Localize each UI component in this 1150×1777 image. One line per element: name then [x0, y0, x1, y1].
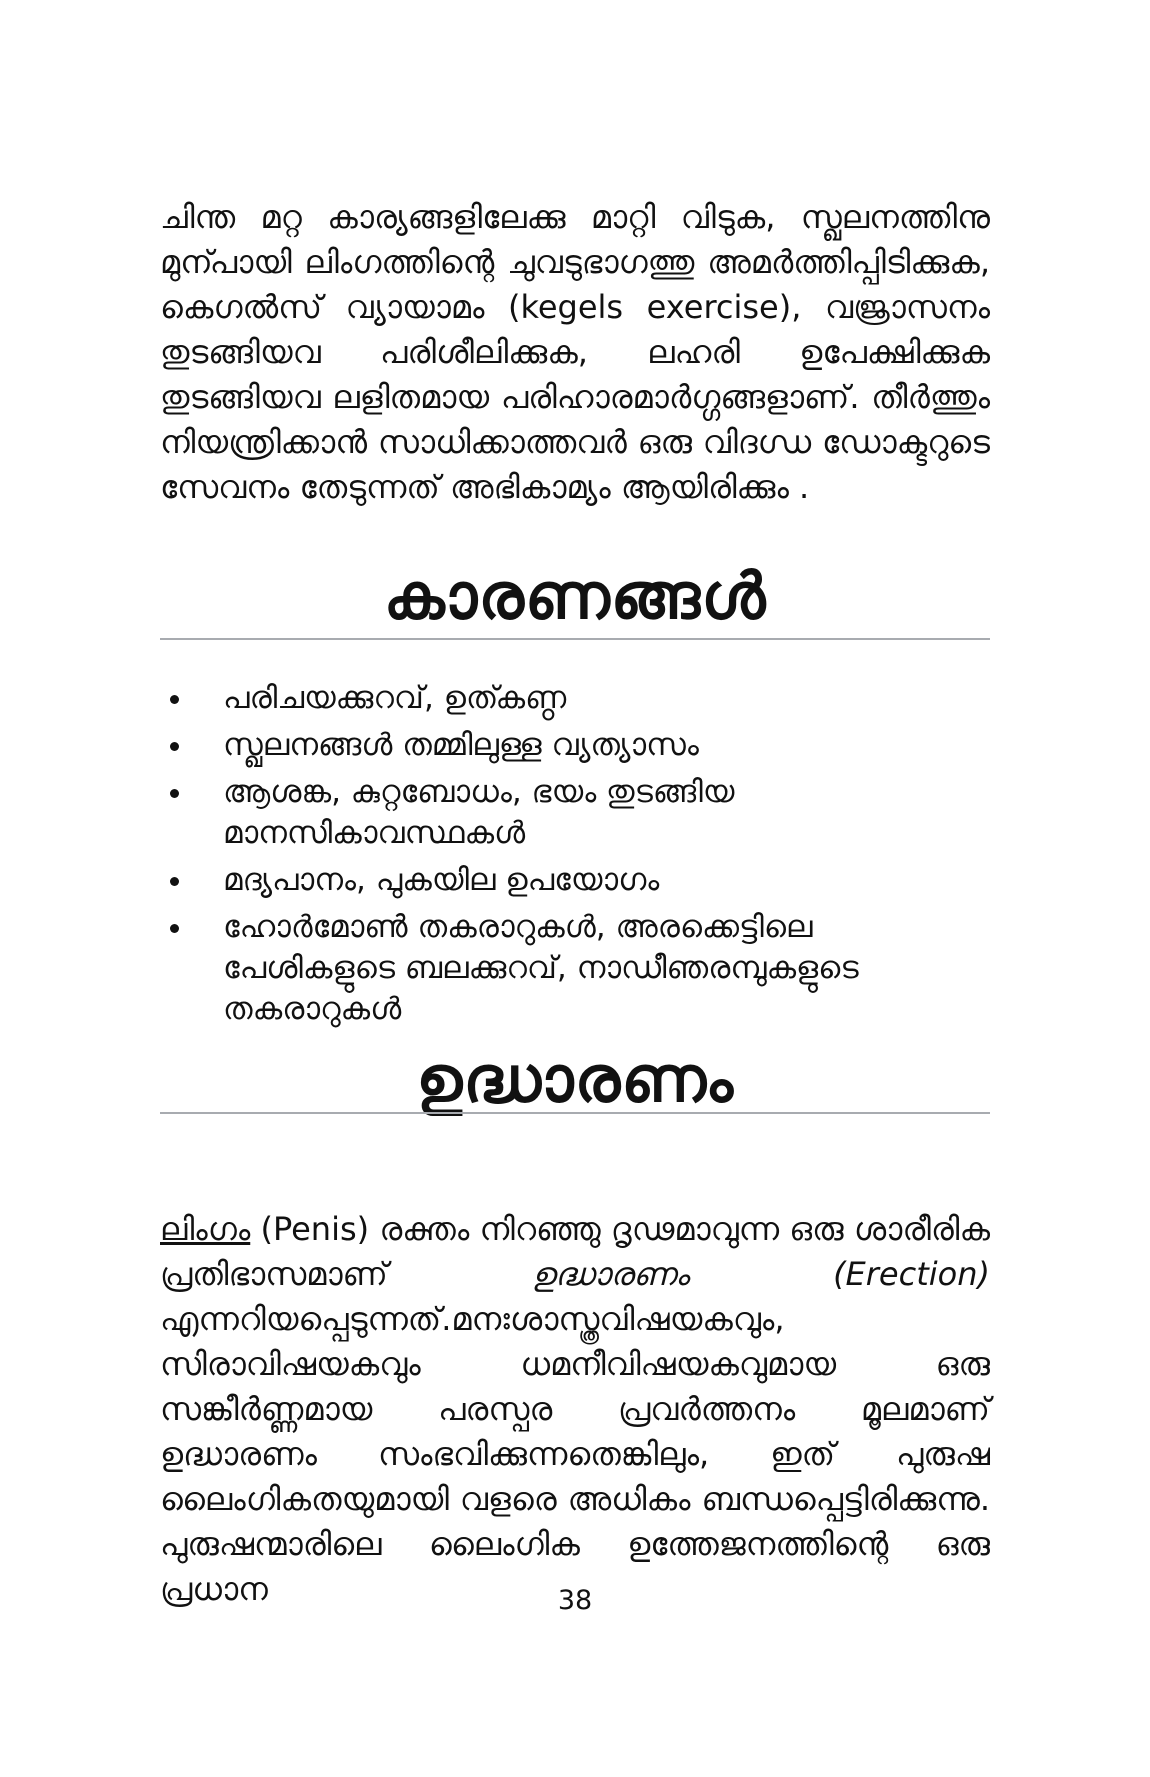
list-item-text: മദ്യപാനം, പുകയില ഉപയോഗം [223, 862, 660, 898]
bullet-icon [170, 789, 179, 798]
list-item-text: ആശങ്ക, കുറ്റബോധം, ഭയം തുടങ്ങിയ മാനസികാവസ്ഥകൾ [223, 774, 735, 851]
paragraph-text: (Penis) രക്തം നിറഞ്ഞു ദൃഢമാവുന്ന ഒരു ശാരീരിക പ്രതിഭാസമാണ് [160, 1210, 990, 1293]
erection-paragraph [160, 1207, 990, 1612]
bullet-icon [170, 924, 179, 933]
section-heading-causes: കാരണങ്ങൾ [383, 560, 767, 634]
causes-list [160, 678, 990, 1036]
list-item [160, 725, 990, 766]
italic-term: ഉദ്ധാരണം (Erection) [532, 1255, 990, 1293]
list-item [160, 772, 990, 854]
list-item-text: സ്ഖലനങ്ങൾ തമ്മിലുള്ള വ്യത്യാസം [223, 727, 699, 763]
list-item [160, 678, 990, 719]
page-number: 38 [557, 1585, 593, 1616]
bullet-icon [170, 877, 179, 886]
list-item-text: പരിചയക്കുറവ്, ഉത്കണ്ഠ [223, 680, 567, 716]
list-item [160, 860, 990, 901]
paragraph-text: എന്നറിയപ്പെടുന്നത്.മനഃശാസ്ത്രവിഷയകവും, സിരാവിഷയകവും ധമനീവിഷയകവുമായ ഒരു സങ്കീർണ്ണമായ പരസ്പര പ്രവർത്തനം മൂലമാണ് ഉദ്ധാരണം സംഭവിക്കുന്നതെങ്കിലും, ഇത് പുരുഷ ലൈംഗികതയുമായി വളരെ അധികം ബന്ധപ്പെട്ടിരിക്കുന്നു. പുരുഷന്മാരിലെ ലൈംഗിക ഉത്തേജനത്തിന്റെ ഒരു പ്രധാന [160, 1300, 990, 1608]
intro-paragraph: ചിന്ത മറ്റ കാര്യങ്ങളിലേക്കു മാറ്റി വിടുക, സ്ഖലനത്തിനു മുന്പായി ലിംഗത്തിന്റെ ചുവടുഭാഗത്തു അമർത്തിപ്പിടിക്കുക, കെഗൽസ് വ്യായാമം (kegels exercise), വജ്രാസനം തുടങ്ങിയവ പരിശീലിക്കുക, ലഹരി ഉപേക്ഷിക്കുക തുടങ്ങിയവ ലളിതമായ പരിഹാരമാർഗ്ഗങ്ങളാണ്. തീർത്തും നിയന്ത്രിക്കാൻ സാധിക്കാത്തവർ ഒരു വിദഗ്ധ ഡോക്ടറുടെ സേവനം തേടുന്നത് അഭികാമ്യം ആയിരിക്കും . [160, 198, 990, 506]
section-heading-erection: ഉദ്ധാരണം [416, 1043, 734, 1117]
heading-divider [160, 1112, 990, 1114]
bullet-icon [170, 742, 179, 751]
underlined-term: ലിംഗം [160, 1210, 251, 1248]
list-item-text: ഹോർമോൺ തകരാറുകൾ, അരക്കെട്ടിലെ പേശികളുടെ ബലക്കുറവ്, നാഡീഞരമ്പുകളുടെ തകരാറുകൾ [223, 909, 859, 1027]
heading-divider [160, 638, 990, 640]
bullet-icon [170, 695, 179, 704]
list-item [160, 907, 990, 1030]
